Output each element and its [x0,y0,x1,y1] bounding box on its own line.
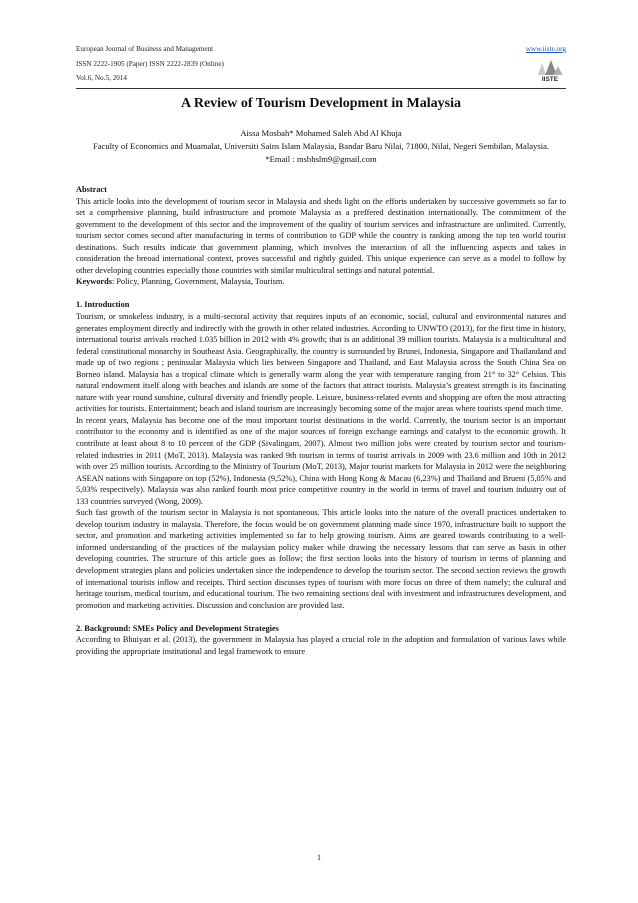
abstract-heading: Abstract [76,185,107,194]
issn-line: ISSN 2222-1905 (Paper) ISSN 2222-2839 (Online) [76,60,224,68]
section-1-paragraph-3: Such fast growth of the tourism sector in Malaysia is not spontaneous. This article looks into the nature of the overall practices undertaken to develop tourism industry in malaysia. Therefore, the focus would be on government planning made since 1970, infrastructure built to support the sector, and promotion and marketing activities implemented so far to help growing tourism. Aims are geared towards contributing to a well-informed understanding of the practices of the malaysian policy maker while drawing the necessary lessons that can serve as basis in other developing countries. The structure of this article goes as follow; the first section looks into the history of tourism in terms of planning and development strategies plans and policies undertaken since the independence to develop the tourism sector. The second section reviews the growth of international tourists inflow and receipts. Third section discusses types of tourism with more focus on three of them namely; the cultural and heritage tourism, medical tourism, and educational tourism. The two remaining sections deal with investment and infrastructures development, and promotion and marketing activities. Discussion and conclusion are provided last. [76,508,566,610]
author-affiliation: Faculty of Economics and Muamalat, Universiti Sains Islam Malaysia, Bandar Baru Nilai, 71800, Nilai, Negeri Sembilan, Malaysia. [92,141,550,151]
paper-body [76,184,566,657]
keywords-line [76,276,566,288]
paper-title: A Review of Tourism Development in Malaysia [181,96,461,111]
author-names: Aissa Mosbah* Mohamed Saleh Abd Al Khuja [240,128,402,138]
section-1-paragraph-1: Tourism, or smokeless industry, is a multi-sectoral activity that requires inputs of an economic, social, cultural and environmental natures and generates employment directly and indirectly with the growth in other related industries. According to UNWTO (2013), for the first time in history, international tourist arrivals reached 1.035 billion in 2012 with 4% growth; that is an additional 39 million tourists. Malaysia is a multicultural and federal constitutional monarchy in Southeast Asia. Geographically, the country is surrounded by Brunei, Indonesia, Singapore and Thailandand and made up of two regions ; peninsular Malaysia which lies between Singapore and Thailand, and East Malaysia across the South China Sea on Borneo island. Malaysia has a tropical climate which is generally warm along the year with temperature ranging from 21° to 32° Celsius. This natural endowment itself along with beaches and islands are some of the factors that attract tourists. Malaysia’s greatest strength is its fascinating nature with year round sunshine, cultural diversity and friendly people. Leisure, business-related events and shopping are often the most attracting activities for tourists. Entertainment; beach and island tourism are increasingly becoming some of the major areas where tourists spend much time. [76,311,566,414]
abstract-text: This article looks into the development of tourism secor in Malaysia and sheds light on the efforts undertaken by successive governmets so far to set a comprhensive planning, build infrastructure and promote Malaysia as a preffered destination internationally. The commitment of the government to the development of this sector and the improvement of the quality of tourism services and infrastructure are unlimited. Currently, tourism sector comes second after manufacturing in terms of contribution to GDP while the country is ranking among the top ten world tourist destinations. Such results indicate that government planning, which involves the interaction of all the influencing aspects and takes in consideration the breoad international context, proves successful and rightly guided. This unique experience can serve as a model to follow by other developing countries especially those countries with similar multicultral settings and natural potential. [76,196,566,275]
author-email: *Email : msbhslm9@gmail.com [265,154,377,164]
section-2-heading: 2. Background: SMEs Policy and Development Strategies [76,623,279,633]
section-1-heading: 1. Introduction [76,300,130,310]
iiste-logo [534,58,566,82]
header-divider [76,88,566,89]
author-block [76,127,566,166]
volume-line: Vol.6, No.5, 2014 [76,74,127,82]
section-1-paragraph-2: In recent years, Malaysia has become one of the most important tourist destinations in the world. Currently, the tourism sector is an important contributor to the economy and is identified as one of the major sources of foreign exchange earnings and catalyst to the economic growth. It contribute at least about 8 to 10 percent of the GDP (Sivalingam, 2007). Almost two million jobs were created by tourism sector and tourism-related industries in 2011 (MoT, 2013). Malaysia was ranked 9th tourism in terms of tourist arrivals in 2009 with 23.6 million and 10th in 2012 with over 25 million tourists. According to the Ministry of Tourism (MoT, 2013), Major tourist markets for Malaysia in 2012 were the neighboring ASEAN nations with Singapore on top (52%), Indonesia (9,52%), China with Hong Kong & Macau (6,23%) and Thailand and Brueni (5,05% and 5,03% respectively). Malaysia was also ranked fourth most price competitive country in the world in terms of travel and tourism industry out of 133 countries surveyed (Wong, 2009). [76,415,566,506]
journal-name: European Journal of Business and Management [76,45,214,53]
keywords-list: : Policy, Planning, Government, Malaysia, Tourism. [111,277,285,287]
keywords-label: Keywords [76,277,112,287]
section-2-paragraph-1: According to Bhuiyan et al. (2013), the government in Malaysia has played a crucial role in the adoption and formulation of various laws while providing the appropriate institutional and legal framework to ensure [76,635,566,656]
logo-text: IISTE [541,76,559,82]
page-number: 1 [317,853,321,862]
journal-url-link[interactable]: www.iiste.org [525,45,566,53]
